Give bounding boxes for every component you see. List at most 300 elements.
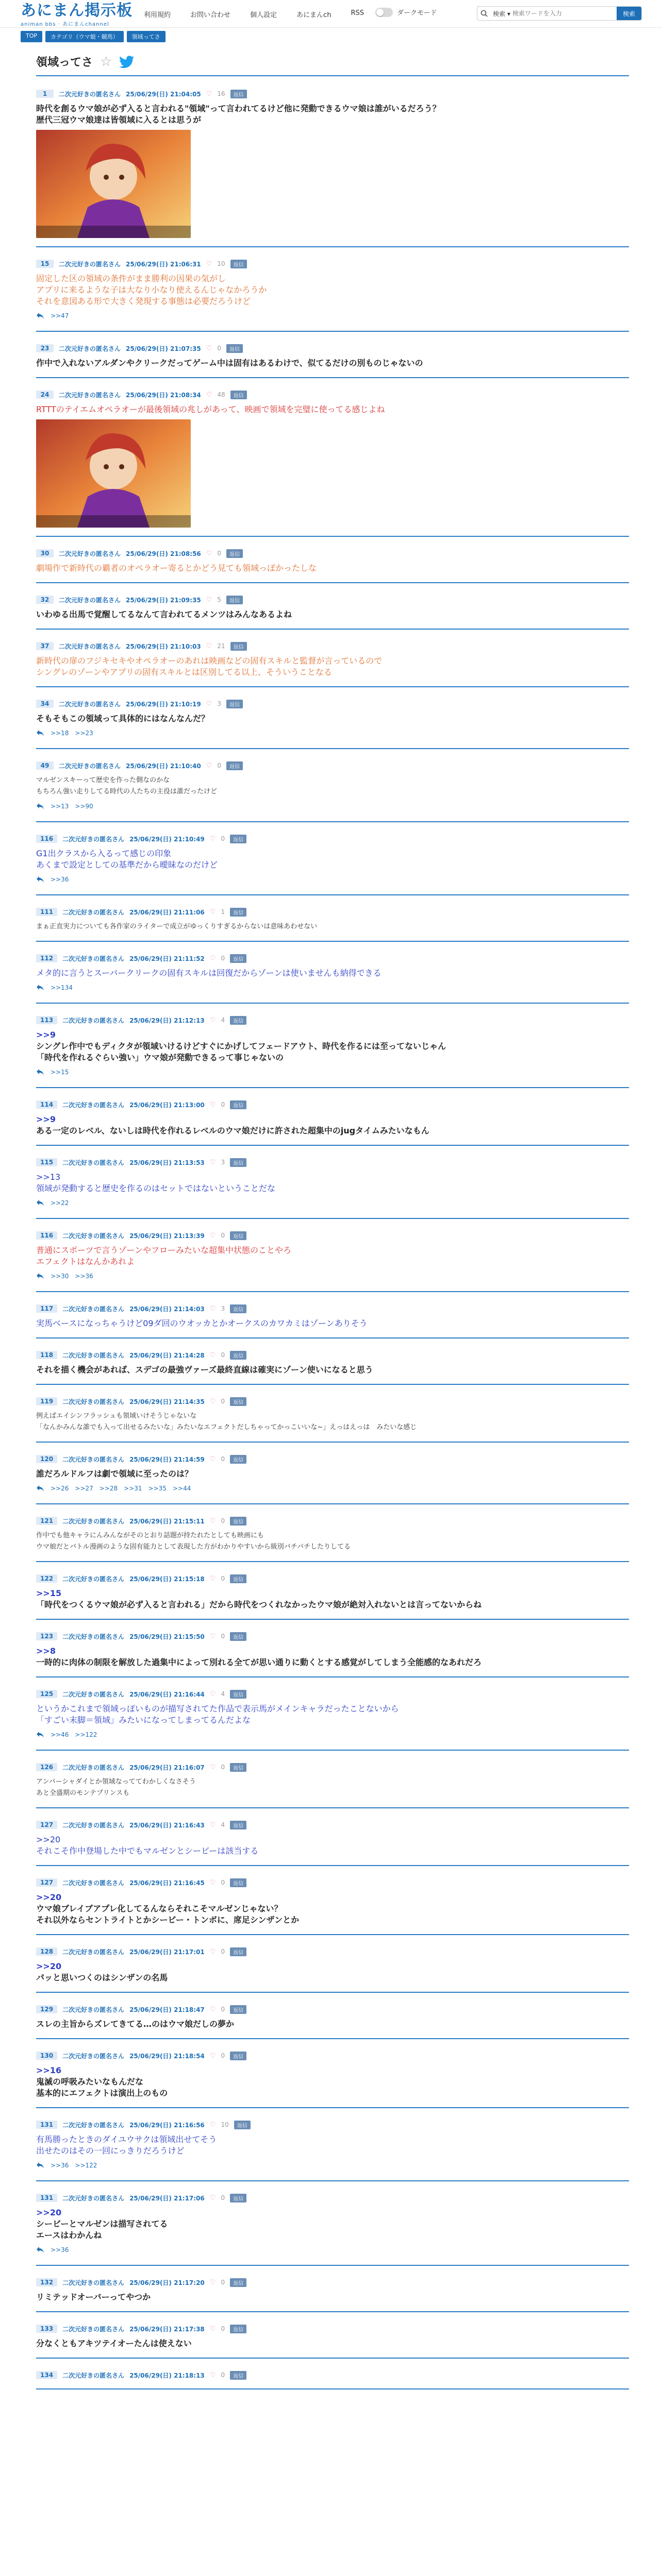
quoted-by-link[interactable]: >>36: [51, 2162, 69, 2169]
quoted-by-link[interactable]: >>15: [51, 1069, 69, 1076]
like-heart-icon[interactable]: ♡: [209, 1947, 216, 1956]
poster-name: 二次元好きの匿名さん: [62, 1948, 125, 1956]
post-divider: [36, 1003, 629, 1004]
post-timestamp: 25/06/29(日) 21:16:43: [129, 1821, 205, 1829]
like-heart-icon[interactable]: ♡: [206, 391, 212, 399]
post-divider: [36, 2358, 629, 2359]
poster-name: 二次元好きの匿名さん: [59, 345, 121, 352]
like-count: 0: [221, 2006, 225, 2013]
post-number[interactable]: 23: [36, 344, 54, 352]
post-header: [36, 1820, 629, 1830]
post-header: [36, 2120, 629, 2130]
post-text-line: パッと思いつくのはシンザンの名馬: [36, 1973, 168, 1982]
like-heart-icon[interactable]: ♡: [209, 908, 216, 916]
like-count: 4: [221, 1821, 225, 1828]
post-body: [36, 921, 629, 933]
post-number[interactable]: 49: [36, 761, 54, 770]
quoted-by-link[interactable]: >>27: [75, 1485, 93, 1492]
reply-button[interactable]: 返信: [230, 1016, 246, 1025]
post-header: [36, 1946, 629, 1957]
quoted-by-link[interactable]: >>36: [51, 876, 69, 883]
post-divider: [36, 2388, 629, 2389]
post-footer: [36, 803, 629, 810]
reply-arrow-icon: [36, 1199, 44, 1207]
post-item: [36, 2193, 629, 2253]
reply-button[interactable]: 返信: [226, 596, 243, 604]
post-text-line: 実馬ベースになっちゃうけど09ダ回のウオッカとかオークスのカワカミはゾーンありそう: [36, 1318, 368, 1328]
quoted-by-link[interactable]: >>22: [51, 1199, 69, 1207]
post-number[interactable]: 112: [36, 954, 57, 962]
like-heart-icon[interactable]: ♡: [209, 2325, 216, 2333]
like-heart-icon[interactable]: ♡: [209, 2052, 216, 2060]
like-heart-icon[interactable]: ♡: [209, 1158, 216, 1166]
post-divider: [36, 536, 629, 537]
post-divider: [36, 582, 629, 583]
reply-button[interactable]: 返信: [230, 1231, 246, 1240]
post-image[interactable]: [36, 130, 191, 238]
post-text-line: 「すごい末脚＝領域」みたいになってしまってるんだよな: [36, 1715, 251, 1725]
nav-contact[interactable]: お問い合わせ: [190, 11, 231, 19]
post-text-line: アプリに来るような子は大なり小なり使えるんじゃなかろうか: [36, 285, 267, 295]
post-timestamp: 25/06/29(日) 21:08:56: [126, 550, 201, 557]
post-timestamp: 25/06/29(日) 21:13:53: [129, 1159, 205, 1166]
anchor-link[interactable]: >>9: [36, 1114, 56, 1124]
post-divider: [36, 941, 629, 942]
post-text-line: あと全盛期のモンテプリンスも: [36, 1789, 130, 1797]
post-footer: [36, 1731, 629, 1738]
like-heart-icon[interactable]: ♡: [209, 1821, 216, 1829]
like-heart-icon[interactable]: ♡: [209, 1304, 216, 1313]
post-number[interactable]: 133: [36, 2325, 57, 2333]
post-timestamp: 25/06/29(日) 21:16:44: [129, 1690, 205, 1698]
poster-name: 二次元好きの匿名さん: [62, 908, 125, 916]
quoted-by-link[interactable]: >>26: [51, 1485, 69, 1492]
dark-mode-label: ダークモード: [397, 9, 437, 17]
like-heart-icon[interactable]: ♡: [209, 1574, 216, 1583]
reply-button[interactable]: 返信: [226, 761, 243, 770]
search-button[interactable]: 検索: [617, 7, 641, 20]
post-number[interactable]: 116: [36, 1231, 57, 1240]
post-item: [36, 834, 629, 883]
post-header: [36, 1689, 629, 1699]
post-number[interactable]: 131: [36, 2194, 57, 2202]
post-header: [36, 1516, 629, 1526]
post-number[interactable]: 118: [36, 1351, 57, 1359]
reply-button[interactable]: 返信: [234, 2121, 251, 2129]
like-heart-icon[interactable]: ♡: [209, 2121, 216, 2129]
post-text-line: それ以外ならセントライトとかシービー・トンボに、席足シンザンとか: [36, 1915, 300, 1925]
post-item: [36, 1946, 629, 1984]
post-text-line: 新時代の扉のフジキセキやオペラオーのあれは映画などの固有スキルと監督が言っているので: [36, 656, 383, 666]
post-divider: [36, 246, 629, 247]
post-number[interactable]: 129: [36, 2005, 57, 2013]
quoted-by-link[interactable]: >>122: [75, 1731, 97, 1738]
post-header: [36, 2277, 629, 2287]
like-heart-icon[interactable]: ♡: [209, 2371, 216, 2379]
reply-button[interactable]: 返信: [230, 90, 247, 98]
post-item: [36, 1689, 629, 1738]
quoted-by-link[interactable]: >>35: [148, 1485, 167, 1492]
like-heart-icon[interactable]: ♡: [209, 1517, 216, 1525]
post-number[interactable]: 120: [36, 1455, 57, 1463]
reply-button[interactable]: 返信: [230, 2052, 246, 2060]
post-header: [36, 1631, 629, 1641]
quoted-by-link[interactable]: >>13: [51, 803, 69, 810]
post-timestamp: 25/06/29(日) 21:17:06: [129, 2194, 205, 2202]
like-count: 0: [221, 2371, 225, 2379]
anchor-link[interactable]: >>8: [36, 1646, 56, 1656]
post-item: [36, 1516, 629, 1553]
post-text-line: いわゆる出馬で覚醒してるなんて言われてるメンツはみんなあるよね: [36, 609, 292, 619]
post-item: [36, 760, 629, 810]
quoted-by-link[interactable]: >>36: [51, 2246, 69, 2253]
post-number[interactable]: 34: [36, 700, 54, 708]
thread-title-row: [36, 54, 135, 70]
post-item: [36, 343, 629, 369]
post-text-line: シングレ作中でもディクタが領域いけるけどすぐにかげしてフェードアウト、時代を作るには至ってないじゃん: [36, 1041, 446, 1051]
like-count: 4: [221, 1016, 225, 1024]
like-heart-icon[interactable]: ♡: [209, 1690, 216, 1698]
post-number[interactable]: 24: [36, 391, 54, 399]
character-illustration: [36, 130, 191, 238]
post-item: [36, 1631, 629, 1668]
dark-mode-toggle[interactable]: [375, 7, 437, 17]
like-heart-icon[interactable]: ♡: [209, 1397, 216, 1405]
post-number[interactable]: 1: [36, 90, 54, 98]
post-item: [36, 1573, 629, 1611]
post-number[interactable]: 121: [36, 1517, 57, 1525]
reply-button[interactable]: 返信: [230, 260, 247, 268]
favorite-star-icon[interactable]: ☆: [100, 54, 112, 70]
breadcrumb-thread[interactable]: 領域ってさ: [127, 31, 166, 42]
quoted-by-link[interactable]: >>36: [75, 1273, 93, 1280]
post-number[interactable]: 132: [36, 2278, 57, 2286]
post-timestamp: 25/06/29(日) 21:11:52: [129, 955, 205, 962]
poster-name: 二次元好きの匿名さん: [62, 1879, 125, 1887]
logo-subtext: animan bbs · あにまんchannel: [21, 22, 109, 27]
post-header: [36, 907, 629, 917]
post-number[interactable]: 37: [36, 642, 54, 650]
quoted-by-link[interactable]: >>31: [124, 1485, 142, 1492]
post-item: [36, 2004, 629, 2030]
like-heart-icon[interactable]: ♡: [206, 344, 212, 352]
toggle-switch[interactable]: [375, 8, 393, 17]
like-count: 0: [221, 1101, 225, 1108]
like-heart-icon[interactable]: ♡: [209, 1016, 216, 1024]
like-heart-icon[interactable]: ♡: [206, 260, 212, 268]
post-header: [36, 1303, 629, 1314]
reply-button[interactable]: 返信: [230, 2278, 246, 2287]
poster-name: 二次元好きの匿名さん: [62, 1232, 125, 1240]
reply-button[interactable]: 返信: [226, 700, 243, 708]
anchor-link[interactable]: >>9: [36, 1030, 56, 1040]
poster-name: 二次元好きの匿名さん: [62, 1517, 125, 1525]
nav-terms[interactable]: 利用規約: [144, 11, 171, 19]
like-heart-icon[interactable]: ♡: [209, 1878, 216, 1887]
like-heart-icon[interactable]: ♡: [209, 2194, 216, 2202]
post-divider: [36, 1145, 629, 1146]
reply-button[interactable]: 返信: [230, 2371, 246, 2380]
post-body: [36, 1961, 629, 1984]
poster-name: 二次元好きの匿名さん: [62, 835, 125, 843]
like-heart-icon[interactable]: ♡: [209, 1455, 216, 1463]
post-number[interactable]: 30: [36, 549, 54, 557]
global-nav: [137, 6, 371, 22]
post-number[interactable]: 113: [36, 1016, 57, 1024]
post-image[interactable]: [36, 419, 191, 528]
post-header: [36, 2370, 629, 2380]
like-count: 0: [221, 1351, 225, 1359]
poster-name: 二次元好きの匿名さん: [62, 1455, 125, 1463]
search-box: [477, 6, 642, 21]
anchor-link[interactable]: >>13: [36, 1172, 61, 1182]
post-timestamp: 25/06/29(日) 21:13:39: [129, 1232, 205, 1240]
poster-name: 二次元好きの匿名さん: [62, 1633, 125, 1640]
post-number[interactable]: 125: [36, 1690, 57, 1698]
anchor-link[interactable]: >>20: [36, 2208, 62, 2217]
post-body: [36, 273, 629, 307]
anchor-link[interactable]: >>16: [36, 2065, 62, 2075]
poster-name: 二次元好きの匿名さん: [62, 1764, 125, 1771]
post-body: [36, 713, 629, 724]
post-divider: [36, 1442, 629, 1443]
reply-button[interactable]: 返信: [230, 1878, 246, 1887]
poster-name: 二次元好きの匿名さん: [62, 1690, 125, 1698]
reply-button[interactable]: 返信: [230, 642, 247, 651]
reply-button[interactable]: 返信: [230, 1574, 246, 1583]
reply-button[interactable]: 返信: [230, 2005, 246, 2014]
post-divider: [36, 2311, 629, 2312]
post-number[interactable]: 131: [36, 2121, 57, 2129]
post-text-line: エフェクトはなんかあれよ: [36, 1257, 135, 1266]
reply-button[interactable]: 返信: [230, 1632, 246, 1641]
post-divider: [36, 1807, 629, 1808]
poster-name: 二次元好きの匿名さん: [59, 642, 121, 650]
like-count: 0: [221, 1879, 225, 1886]
post-header: [36, 548, 629, 558]
post-item: [36, 1762, 629, 1799]
post-body: [36, 2292, 629, 2303]
post-number[interactable]: 116: [36, 835, 57, 843]
post-header: [36, 1573, 629, 1584]
reply-button[interactable]: 返信: [230, 1304, 246, 1313]
nav-rss[interactable]: RSS: [351, 9, 364, 17]
like-count: 21: [217, 642, 225, 650]
post-number[interactable]: 119: [36, 1397, 57, 1405]
reply-button[interactable]: 返信: [230, 1100, 246, 1109]
post-timestamp: 25/06/29(日) 21:17:01: [129, 1948, 205, 1956]
reply-button[interactable]: 返信: [230, 1947, 246, 1956]
post-timestamp: 25/06/29(日) 21:10:40: [126, 762, 201, 770]
reply-button[interactable]: 返信: [230, 2325, 246, 2333]
poster-name: 二次元好きの匿名さん: [62, 1351, 125, 1359]
quoted-by-link[interactable]: >>46: [51, 1731, 69, 1738]
reply-button[interactable]: 返信: [226, 549, 243, 558]
toggle-knob: [376, 9, 384, 16]
like-count: 4: [221, 1690, 225, 1698]
poster-name: 二次元好きの匿名さん: [59, 391, 121, 399]
reply-button[interactable]: 返信: [230, 391, 247, 399]
post-number[interactable]: 15: [36, 260, 54, 268]
post-text-line: シービーとマルゼンは描写されてる: [36, 2219, 168, 2229]
post-timestamp: 25/06/29(日) 21:09:35: [126, 596, 201, 604]
quoted-by-link[interactable]: >>134: [51, 984, 73, 991]
post-text-line: 「時代を作れるぐらい強い」ウマ娘が発動できるって事じゃないの: [36, 1053, 284, 1062]
like-count: 0: [221, 1455, 225, 1463]
post-divider: [36, 1218, 629, 1219]
post-body: [36, 1588, 629, 1611]
like-heart-icon[interactable]: ♡: [206, 549, 212, 557]
reply-button[interactable]: 返信: [230, 1517, 246, 1526]
post-timestamp: 25/06/29(日) 21:16:07: [129, 1764, 205, 1771]
reply-arrow-icon: [36, 312, 44, 319]
like-heart-icon[interactable]: ♡: [209, 2005, 216, 2013]
post-body: [36, 1364, 629, 1376]
quoted-by-link[interactable]: >>122: [75, 2162, 97, 2169]
reply-button[interactable]: 返信: [230, 908, 246, 917]
anchor-link[interactable]: >>20: [36, 1835, 61, 1844]
post-item: [36, 2120, 629, 2169]
reply-button[interactable]: 返信: [230, 954, 246, 963]
post-number[interactable]: 32: [36, 596, 54, 604]
quoted-by-link[interactable]: >>47: [51, 312, 69, 319]
reply-button[interactable]: 返信: [230, 1690, 246, 1699]
like-heart-icon[interactable]: ♡: [206, 761, 212, 770]
like-heart-icon[interactable]: ♡: [209, 835, 216, 843]
post-number[interactable]: 115: [36, 1158, 57, 1166]
post-text-line: ウマ娘だとバトル漫画のような固有能力として表現した方がわかりやすいから級別バチバチしたりしてる: [36, 1543, 351, 1551]
reply-button[interactable]: 返信: [230, 1158, 246, 1167]
quoted-by-link[interactable]: >>44: [172, 1485, 191, 1492]
post-header: [36, 89, 629, 99]
post-item: [36, 907, 629, 933]
quoted-by-link[interactable]: >>30: [51, 1273, 69, 1280]
reply-arrow-icon: [36, 2246, 44, 2253]
post-text-line: 「時代をつくるウマ娘が必ず入ると言われる」だから時代をつくれなかったウマ娘が絶対入れないとは言ってないからね: [36, 1600, 482, 1609]
post-timestamp: 25/06/29(日) 21:16:56: [129, 2121, 205, 2129]
like-heart-icon[interactable]: ♡: [209, 954, 216, 962]
like-heart-icon[interactable]: ♡: [206, 596, 212, 604]
post-number[interactable]: 127: [36, 1878, 57, 1887]
post-number[interactable]: 123: [36, 1632, 57, 1640]
post-timestamp: 25/06/29(日) 21:10:03: [126, 642, 201, 650]
post-number[interactable]: 117: [36, 1304, 57, 1313]
search-scope-select[interactable]: 検索 ▾: [493, 10, 510, 18]
like-heart-icon[interactable]: ♡: [209, 1763, 216, 1771]
anchor-link[interactable]: >>20: [36, 1961, 62, 1971]
post-divider: [36, 2038, 629, 2039]
reply-button[interactable]: 返信: [226, 344, 243, 353]
post-body: [36, 968, 629, 979]
poster-name: 二次元好きの匿名さん: [62, 1101, 125, 1109]
post-text-line: RTTTのテイエムオペラオーが最後領域の兆しがあって、映画で領域を完璧に使ってる感じよね: [36, 404, 385, 414]
post-text-line: 基本的にエフェクトは演出上のもの: [36, 2088, 168, 2098]
like-heart-icon[interactable]: ♡: [206, 642, 212, 650]
like-heart-icon[interactable]: ♡: [209, 1351, 216, 1359]
post-number[interactable]: 111: [36, 908, 57, 916]
reply-button[interactable]: 返信: [230, 1821, 246, 1829]
post-text-line: 鬼滅の呼吸みたいなもんだな: [36, 2077, 144, 2087]
post-number[interactable]: 126: [36, 1763, 57, 1771]
post-text-line: ある一定のレベル、ないしは時代を作れるレベルのウマ娘だけに許された超集中のjugタイムみたいなもん: [36, 1126, 429, 1136]
title-divider: [36, 75, 629, 76]
post-number[interactable]: 122: [36, 1574, 57, 1583]
poster-name: 二次元好きの匿名さん: [62, 1159, 125, 1166]
search-input[interactable]: [512, 10, 617, 17]
post-divider: [36, 629, 629, 630]
quoted-by-link[interactable]: >>28: [99, 1485, 118, 1492]
reply-button[interactable]: 返信: [230, 2194, 246, 2202]
anchor-link[interactable]: >>20: [36, 1892, 62, 1902]
post-number[interactable]: 127: [36, 1821, 57, 1829]
post-header: [36, 953, 629, 963]
post-header: [36, 2004, 629, 2014]
nav-settings[interactable]: 個人設定: [250, 11, 277, 19]
post-number[interactable]: 128: [36, 1947, 57, 1956]
post-number[interactable]: 134: [36, 2371, 57, 2379]
post-text-line: 固定した区の領域の条件がまま勝利の因果の気がし: [36, 274, 226, 283]
poster-name: 二次元好きの匿名さん: [59, 762, 121, 770]
twitter-share-icon[interactable]: [119, 56, 135, 68]
poster-name: 二次元好きの匿名さん: [62, 1398, 125, 1405]
like-heart-icon[interactable]: ♡: [209, 1231, 216, 1240]
reply-arrow-icon: [36, 876, 44, 883]
like-count: 0: [221, 1948, 225, 1955]
reply-button[interactable]: 返信: [230, 1351, 246, 1360]
like-heart-icon[interactable]: ♡: [209, 2278, 216, 2286]
post-divider: [36, 1503, 629, 1504]
poster-name: 二次元好きの匿名さん: [62, 1305, 125, 1313]
like-heart-icon[interactable]: ♡: [209, 1100, 216, 1109]
post-header: [36, 1454, 629, 1464]
post-body: [36, 404, 629, 415]
anchor-link[interactable]: >>15: [36, 1588, 62, 1598]
post-body: [36, 1114, 629, 1137]
poster-name: 二次元好きの匿名さん: [62, 2371, 125, 2379]
quoted-by-link[interactable]: >>23: [75, 730, 93, 737]
breadcrumb-category[interactable]: カテゴリ（ウマ娘・競馬）: [45, 31, 124, 42]
post-number[interactable]: 114: [36, 1100, 57, 1109]
like-heart-icon[interactable]: ♡: [206, 90, 212, 98]
post-text-line: ウマ娘ブレイブアプレ化してるんならそれこそマルゼンじゃない？: [36, 1904, 283, 1913]
like-heart-icon[interactable]: ♡: [209, 1632, 216, 1640]
post-body: [36, 2065, 629, 2099]
post-number[interactable]: 130: [36, 2052, 57, 2060]
breadcrumb-top[interactable]: TOP: [21, 31, 42, 42]
post-timestamp: 25/06/29(日) 21:08:34: [126, 391, 201, 399]
reply-button[interactable]: 返信: [230, 1397, 246, 1406]
post-item: [36, 1099, 629, 1137]
poster-name: 二次元好きの匿名さん: [62, 1821, 125, 1829]
like-count: 0: [221, 2279, 225, 2286]
post-text-line: それを意図ある形で大きく発現する事態は必要だろうけど: [36, 296, 251, 306]
post-body: [36, 2338, 629, 2349]
post-divider: [36, 1750, 629, 1751]
quoted-by-link[interactable]: >>18: [51, 730, 69, 737]
post-header: [36, 2193, 629, 2203]
like-count: 10: [217, 260, 225, 267]
reply-button[interactable]: 返信: [230, 835, 246, 843]
post-body: [36, 2207, 629, 2241]
site-logo[interactable]: [21, 2, 133, 27]
like-heart-icon[interactable]: ♡: [206, 700, 212, 708]
nav-animanch[interactable]: あにまんch: [296, 11, 332, 19]
post-divider: [36, 1384, 629, 1385]
post-body: [36, 1834, 629, 1857]
reply-button[interactable]: 返信: [230, 1763, 246, 1772]
quoted-by-link[interactable]: >>90: [75, 803, 93, 810]
reply-button[interactable]: 返信: [230, 1455, 246, 1464]
